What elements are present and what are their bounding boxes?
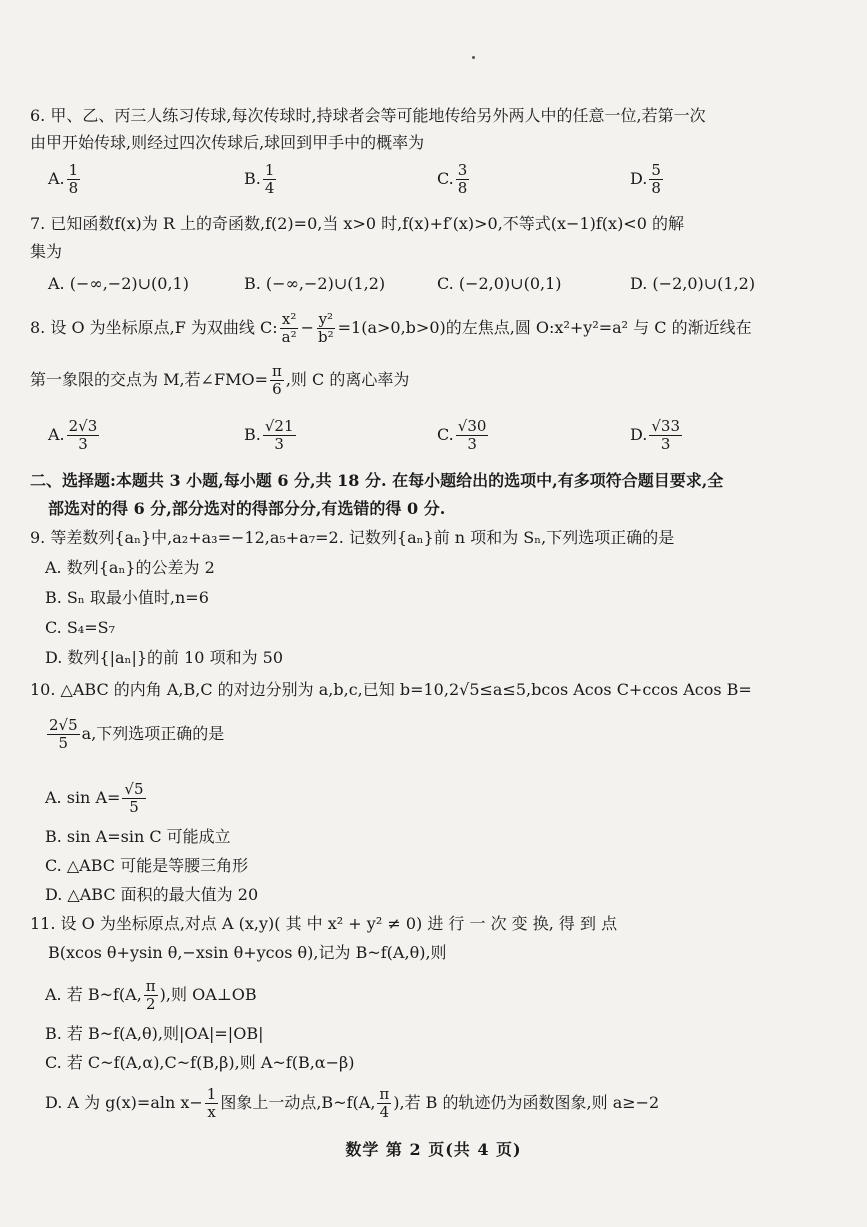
q6-option-b: B. $\frac{1}{4}$: [244, 161, 275, 197]
q8-option-d: D. $\frac{√33}{3}$: [630, 417, 680, 453]
q7-option-d: D. (−2,0)∪(1,2): [630, 274, 756, 293]
q6-stem-line1: 6. 甲、乙、丙三人练习传球,每次传球时,持球者会等可能地传给另外两人中的任意一位,若第一次: [30, 106, 706, 125]
q8-option-a: A. $\frac{2√3}{3}$: [48, 417, 98, 453]
q11-option-c: C. 若 C~f(A,α),C~f(B,β),则 A~f(B,α−β): [45, 1053, 355, 1072]
q6-stem-line2: 由甲开始传球,则经过四次传球后,球回到甲手中的概率为: [30, 133, 425, 152]
q10-stem-line2: $\frac{2√5}{5}$ a,下列选项正确的是: [49, 716, 225, 752]
q9-stem: 9. 等差数列{aₙ}中,a₂+a₃=−12,a₅+a₇=2. 记数列{aₙ}前 n 项和为 Sₙ,下列选项正确的是: [30, 528, 675, 547]
q8-stem-line2: 第一象限的交点为 M,若∠FMO= $\frac{\pi}{6}$ ,则 C 的离心率为: [30, 362, 410, 398]
q7-option-b: B. (−∞,−2)∪(1,2): [244, 274, 386, 293]
q6-option-c: C. $\frac{3}{8}$: [437, 161, 468, 197]
q6-option-a: A. $\frac{1}{8}$: [48, 161, 79, 197]
q10-option-a: A. sin A= $\frac{√5}{5}$: [45, 780, 144, 816]
q11-stem-line2: B(xcos θ+ysin θ,−xsin θ+ycos θ),记为 B~f(A,θ),则: [48, 943, 447, 962]
q8-option-b: B. $\frac{√21}{3}$: [244, 417, 294, 453]
q9-option-b: B. Sₙ 取最小值时,n=6: [45, 588, 209, 607]
q8-stem-line1: 8. 设 O 为坐标原点,F 为双曲线 C: $\frac{\text{x²}}{\text{a²}}$ − $\frac{\text{y²}}{\text{b²}}$ =1(a>0,b>0)的左焦点,圆 O:x²+y²=a² 与 C 的渐近线在: [30, 310, 752, 346]
q10-option-b: B. sin A=sin C 可能成立: [45, 827, 231, 846]
q11-stem-line1: 11. 设 O 为坐标原点,对点 A (x,y)( 其 中 x² + y² ≠ 0) 进 行 一 次 变 换, 得 到 点: [30, 914, 618, 933]
q10-option-d: D. △ABC 面积的最大值为 20: [45, 885, 259, 904]
q7-stem-line1: 7. 已知函数f(x)为 R 上的奇函数,f(2)=0,当 x>0 时,f(x)+f′(x)>0,不等式(x−1)f(x)<0 的解: [30, 214, 684, 233]
q10-stem-line1: 10. △ABC 的内角 A,B,C 的对边分别为 a,b,c,已知 b=10,2√5≤a≤5,bcos Acos C+ccos Acos B=: [30, 680, 752, 699]
scan-speck: [472, 56, 475, 59]
q9-option-d: D. 数列{|aₙ|}的前 10 项和为 50: [45, 648, 284, 667]
page-footer: 数学 第 2 页(共 4 页): [345, 1140, 522, 1159]
q9-option-a: A. 数列{aₙ}的公差为 2: [45, 558, 215, 577]
section2-heading-line1: 二、选择题:本题共 3 小题,每小题 6 分,共 18 分. 在每小题给出的选项中,有多项符合题目要求,全: [30, 471, 724, 490]
q6-option-d: D. $\frac{5}{8}$: [630, 161, 661, 197]
q10-option-c: C. △ABC 可能是等腰三角形: [45, 856, 249, 875]
q7-stem-line2: 集为: [30, 242, 63, 261]
q8-option-c: C. $\frac{√30}{3}$: [437, 417, 487, 453]
q7-option-a: A. (−∞,−2)∪(0,1): [48, 274, 189, 293]
q11-option-a: A. 若 B~f(A, $\frac{\pi}{2}$ ),则 OA⊥OB: [45, 977, 257, 1013]
q7-option-c: C. (−2,0)∪(0,1): [437, 274, 562, 293]
q11-option-b: B. 若 B~f(A,θ),则|OA|=|OB|: [45, 1024, 264, 1043]
section2-heading-line2: 部选对的得 6 分,部分选对的得部分分,有选错的得 0 分.: [48, 499, 446, 518]
q11-option-d: D. A 为 g(x)=aln x− $\frac{1}{x}$ 图象上一动点,B~f(A, $\frac{\pi}{4}$ ),若 B 的轨迹仍为函数图象,则 a≥−2: [45, 1085, 660, 1121]
q9-option-c: C. S₄=S₇: [45, 618, 115, 637]
